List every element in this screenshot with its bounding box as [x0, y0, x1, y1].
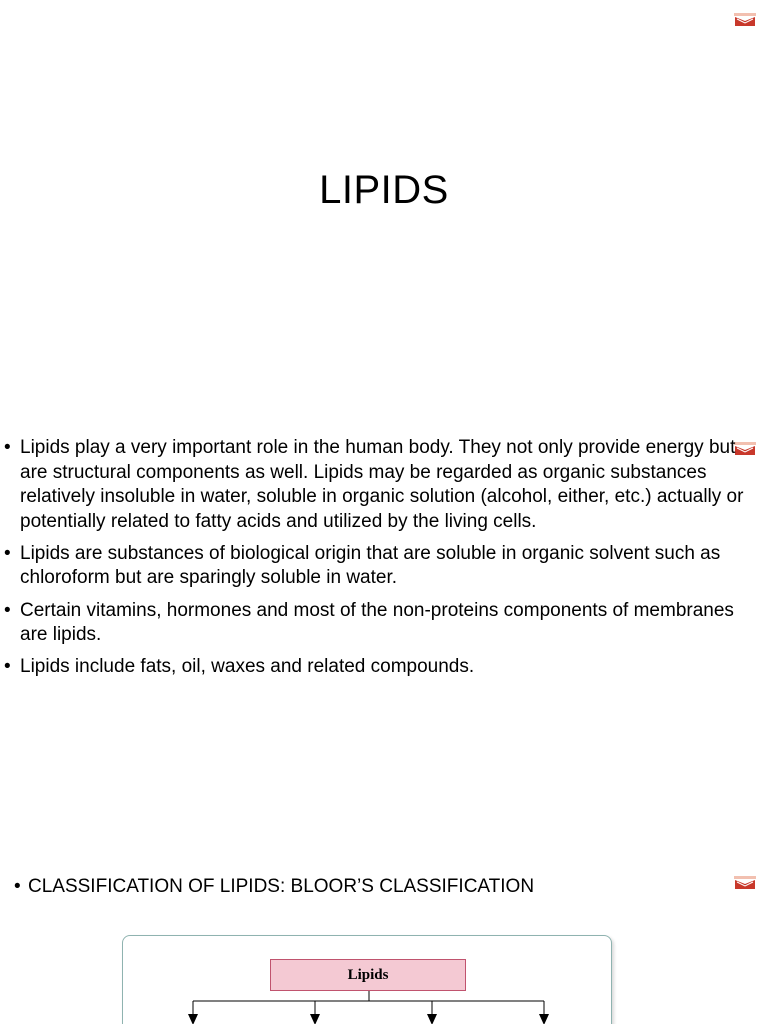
bullet-item: • Lipids play a very important role in the human body. They not only provide energy but are structural components as well. Lipids may be regarded as organic substances relatively insoluble in water, soluble in organic solution (alcohol, either, etc.) actually or potentially related to fatty acids and utilized by the living cells.: [4, 436, 754, 534]
classification-diagram: [122, 935, 612, 1024]
college-logo-icon: [734, 13, 756, 27]
college-logo-icon: [734, 876, 756, 890]
bullet-item: • Certain vitamins, hormones and most of the non-proteins components of membranes are lipids.: [4, 599, 754, 648]
bullet-item: • Lipids include fats, oil, waxes and related compounds.: [4, 655, 754, 680]
classification-slide: [0, 855, 768, 1024]
definition-bullet-list: [4, 436, 754, 687]
lipids-definition-slide: [0, 410, 768, 855]
slide-title: LIPIDS: [319, 168, 449, 212]
title-slide: [0, 0, 768, 410]
lipids-root-node: Lipids: [270, 959, 466, 991]
arrow-down-icon: [427, 1014, 437, 1024]
arrow-down-icon: [188, 1014, 198, 1024]
arrow-down-icon: [310, 1014, 320, 1024]
bullet-item: • Lipids are substances of biological origin that are soluble in organic solvent such as chloroform but are sparingly soluble in water.: [4, 542, 754, 591]
classification-heading: • CLASSIFICATION OF LIPIDS: BLOOR’S CLASSIFICATION: [14, 875, 534, 899]
arrow-down-icon: [539, 1014, 549, 1024]
